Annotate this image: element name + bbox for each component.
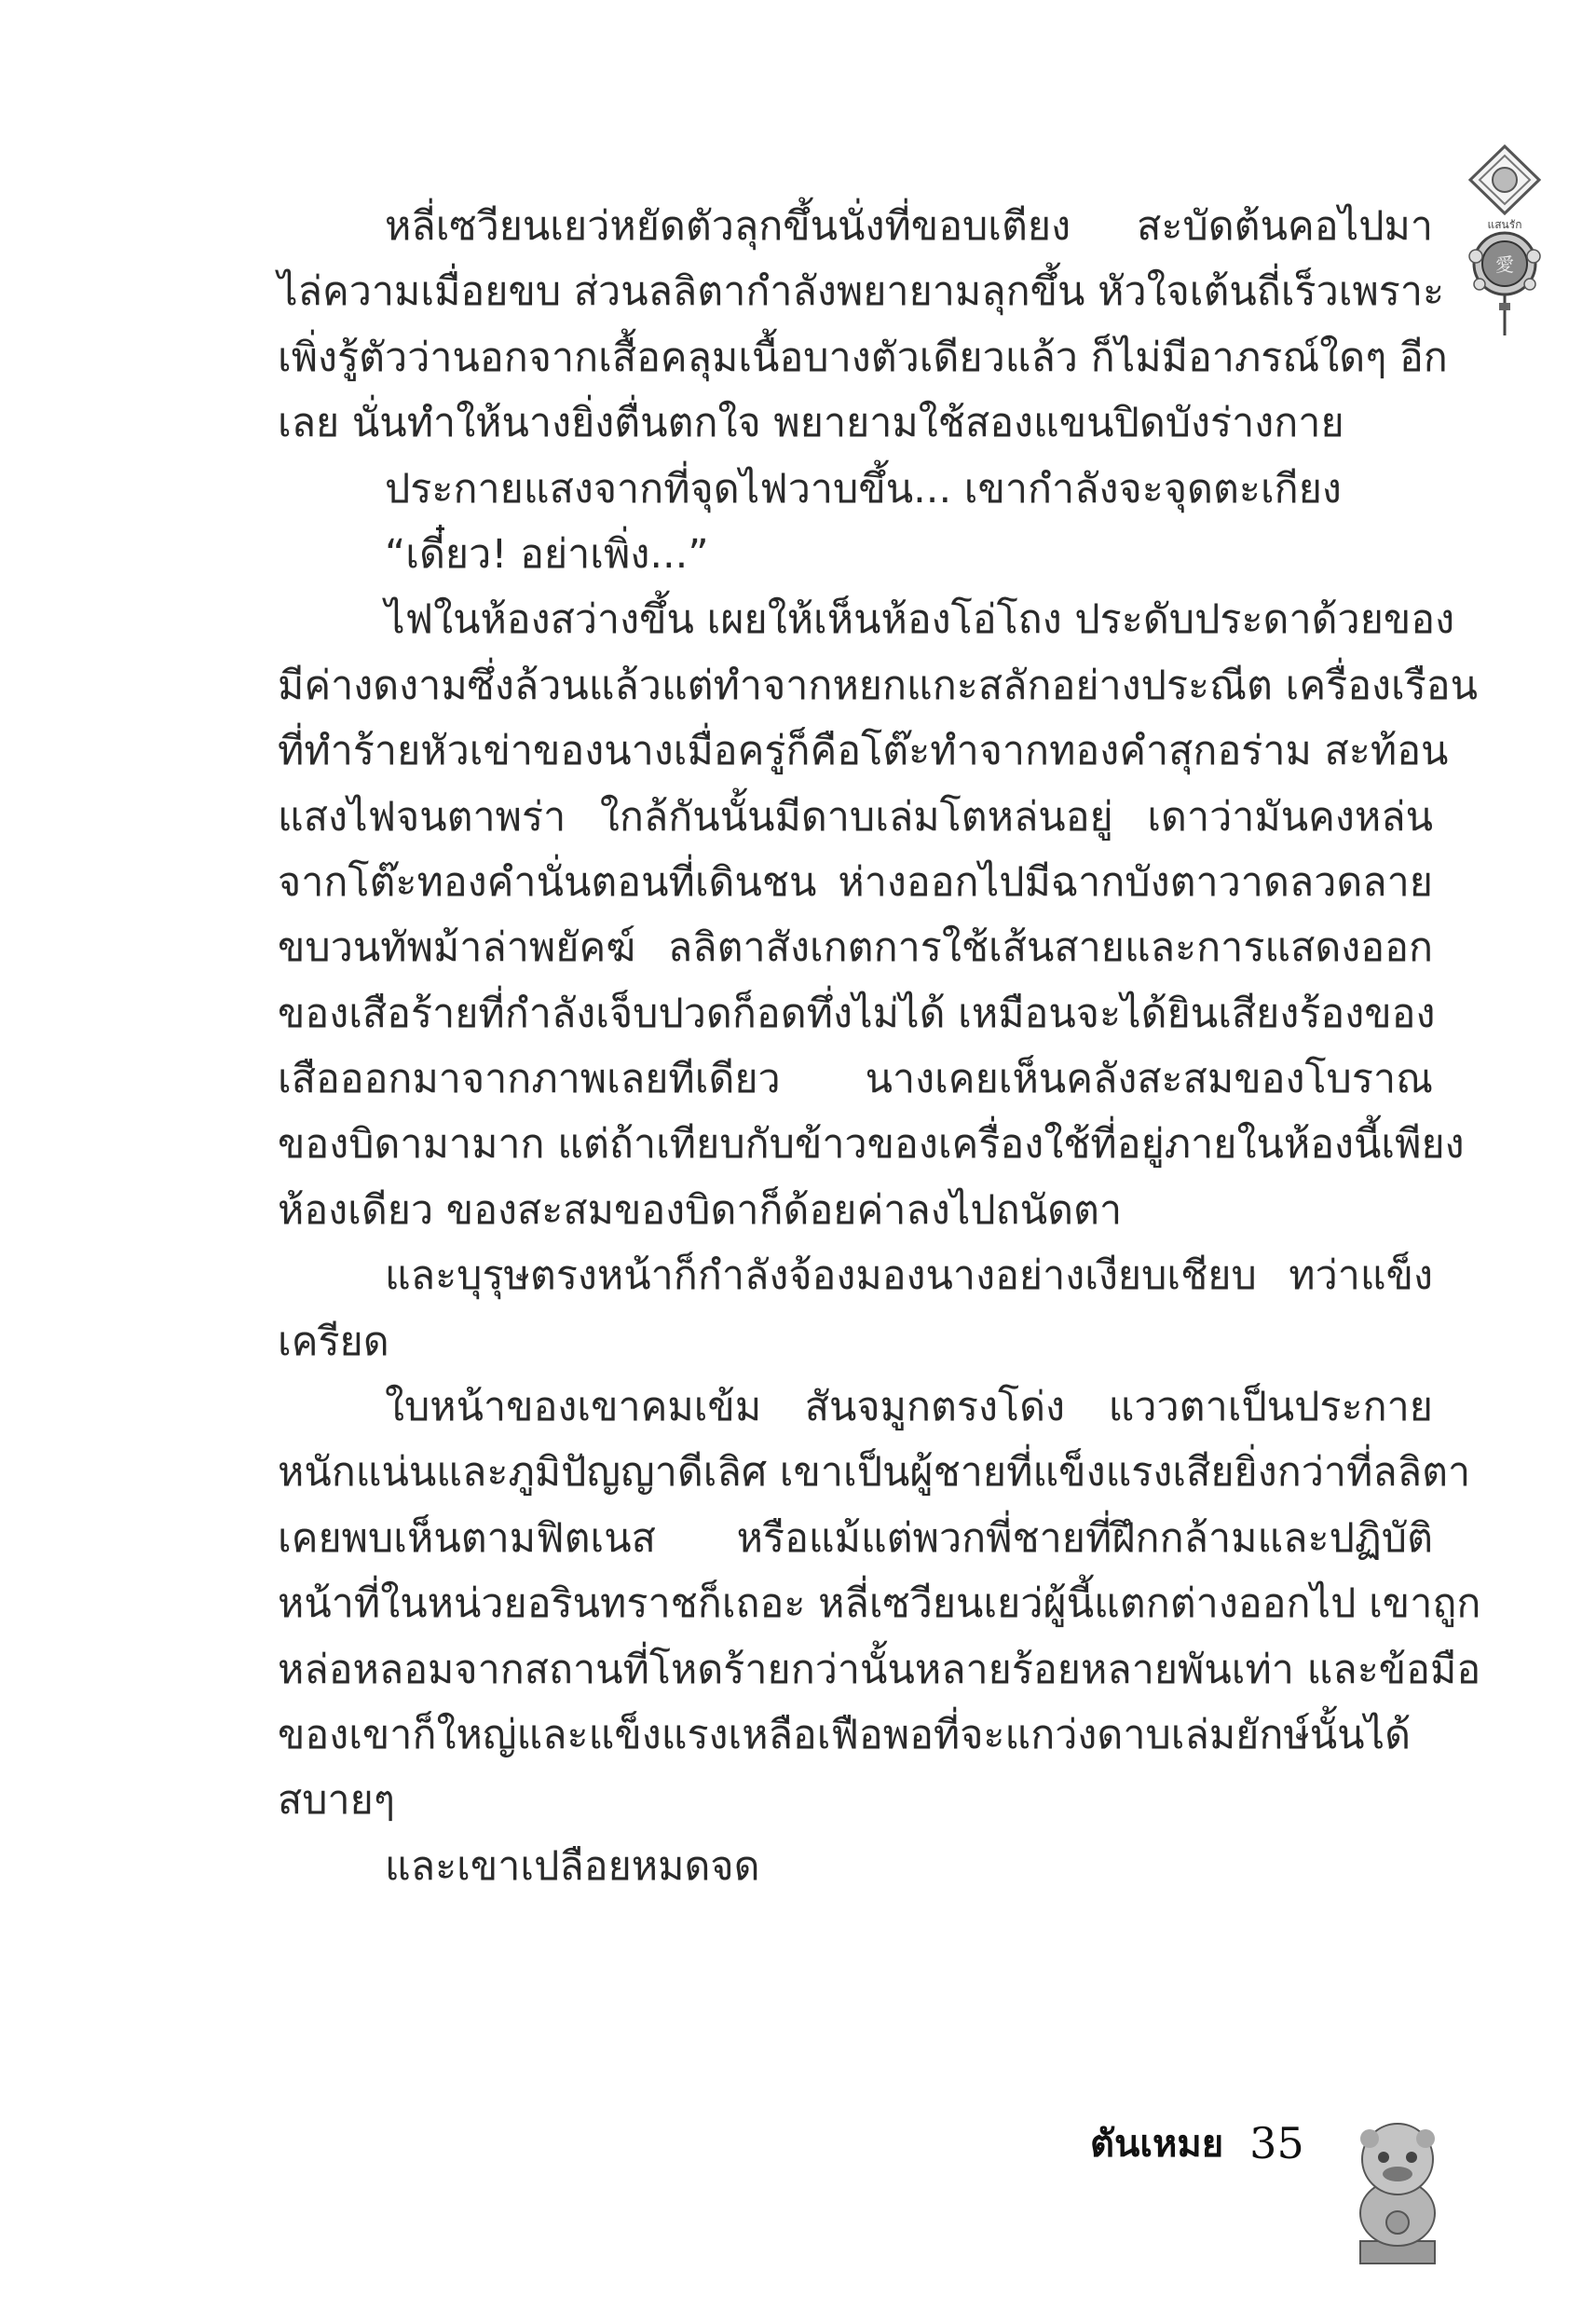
text-line: เลย นั่นทำให้นางยิ่งตื่นตกใจ พยายามใช้สองแขนปิดบังร่างกาย <box>278 400 1344 447</box>
text-line: มีค่างดงามซึ่งล้วนแล้วแต่ทำจากหยกแกะสลักอย่างประณีต เครื่องเรือน <box>278 662 1479 709</box>
text-line: เคยพบเห็นตามฟิตเนส หรือแม้แต่พวกพี่ชายที่ฝึกกล้ามและปฏิบัติ <box>278 1514 1433 1562</box>
page-footer <box>1090 2106 1304 2181</box>
text-line: ที่ทำร้ายหัวเข่าของนางเมื่อครู่ก็คือโต๊ะทำจากทองคำสุกอร่าม สะท้อน <box>278 728 1449 775</box>
text-line: ประกายแสงจากที่จุดไฟวาบขึ้น... เขากำลังจะจุดตะเกียง <box>385 465 1342 513</box>
text-line: เครียด <box>278 1318 389 1365</box>
text-line: ขบวนทัพม้าล่าพยัคฆ์ ลลิตาสังเกตการใช้เส้นสายและการแสดงออก <box>278 924 1433 972</box>
text-line: ห้องเดียว ของสะสมของบิดาก็ด้อยค่าลงไปถนัดตา <box>278 1186 1123 1234</box>
text-line: และบุรุษตรงหน้าก็กำลังจ้องมองนางอย่างเงียบเชียบ ทว่าแข็ง <box>385 1252 1433 1300</box>
text-line: จากโต๊ะทองคำนั่นตอนที่เดินชน ห่างออกไปมีฉากบังตาวาดลวดลาย <box>278 858 1433 906</box>
text-line: หนักแน่นและภูมิปัญญาดีเลิศ เขาเป็นผู้ชายที่แข็งแรงเสียยิ่งกว่าที่ลลิตา <box>278 1449 1471 1497</box>
text-line: ไล่ความเมื่อยขบ ส่วนลลิตากำลังพยายามลุกขึ้น หัวใจเต้นถี่เร็วเพราะ <box>278 268 1445 316</box>
text-line: หล่อหลอมจากสถานที่โหดร้ายกว่านั้นหลายร้อยหลายพันเท่า และข้อมือ <box>278 1646 1481 1693</box>
page-number: 35 <box>1249 2118 1304 2168</box>
text-line: เพิ่งรู้ตัวว่านอกจากเสื้อคลุมเนื้อบางตัวเดียวแล้ว ก็ไม่มีอาภรณ์ใดๆ อีก <box>278 334 1448 381</box>
guardian-lion-icon <box>1342 2111 1453 2269</box>
text-line: หน้าที่ในหน่วยอรินทราชก็เถอะ หลี่เซวียนเยว่ผู้นี้แตกต่างออกไป เขาถูก <box>278 1580 1481 1628</box>
text-line: เสือออกมาจากภาพเลยทีเดียว นางเคยเห็นคลังสะสมของโบราณ <box>278 1056 1433 1103</box>
text-line: แสงไฟจนตาพร่า ใกล้กันนั้นมีดาบเล่มโตหล่นอยู่ เดาว่ามันคงหล่น <box>278 793 1433 841</box>
publisher-emblem <box>1465 144 1545 340</box>
svg-text:愛: 愛 <box>1495 253 1514 276</box>
emblem-icon <box>1465 144 1545 340</box>
text-line: ของบิดามามาก แต่ถ้าเทียบกับข้าวของเครื่องใช้ที่อยู่ภายในห้องนี้เพียง <box>278 1121 1465 1169</box>
text-line: ใบหน้าของเขาคมเข้ม สันจมูกตรงโด่ง แววตาเป็นประกาย <box>385 1384 1433 1431</box>
text-line: และเขาเปลือยหมดจด <box>385 1842 760 1890</box>
text-line: ไฟในห้องสว่างขึ้น เผยให้เห็นห้องโอ่โถง ประดับประดาด้วยของ <box>385 596 1455 644</box>
chapter-body <box>278 194 1481 1899</box>
text-line: ของเขาก็ใหญ่และแข็งแรงเหลือเฟือพอที่จะแกว่งดาบเล่มยักษ์นั้นได้ <box>278 1711 1412 1758</box>
book-title: ตันเหมย <box>1090 2122 1224 2166</box>
text-line: หลี่เซวียนเยว่หยัดตัวลุกขึ้นนั่งที่ขอบเตียง สะบัดต้นคอไปมา <box>385 203 1433 250</box>
text-line: สบายๆ <box>278 1777 395 1825</box>
svg-text:แสนรัก: แสนรัก <box>1487 218 1522 231</box>
text-line: ของเสือร้ายที่กำลังเจ็บปวดก็อดทึ่งไม่ได้ เหมือนจะได้ยินเสียงร้องของ <box>278 990 1436 1037</box>
text-line: “เดี๋ยว! อย่าเพิ่ง...” <box>385 530 709 578</box>
